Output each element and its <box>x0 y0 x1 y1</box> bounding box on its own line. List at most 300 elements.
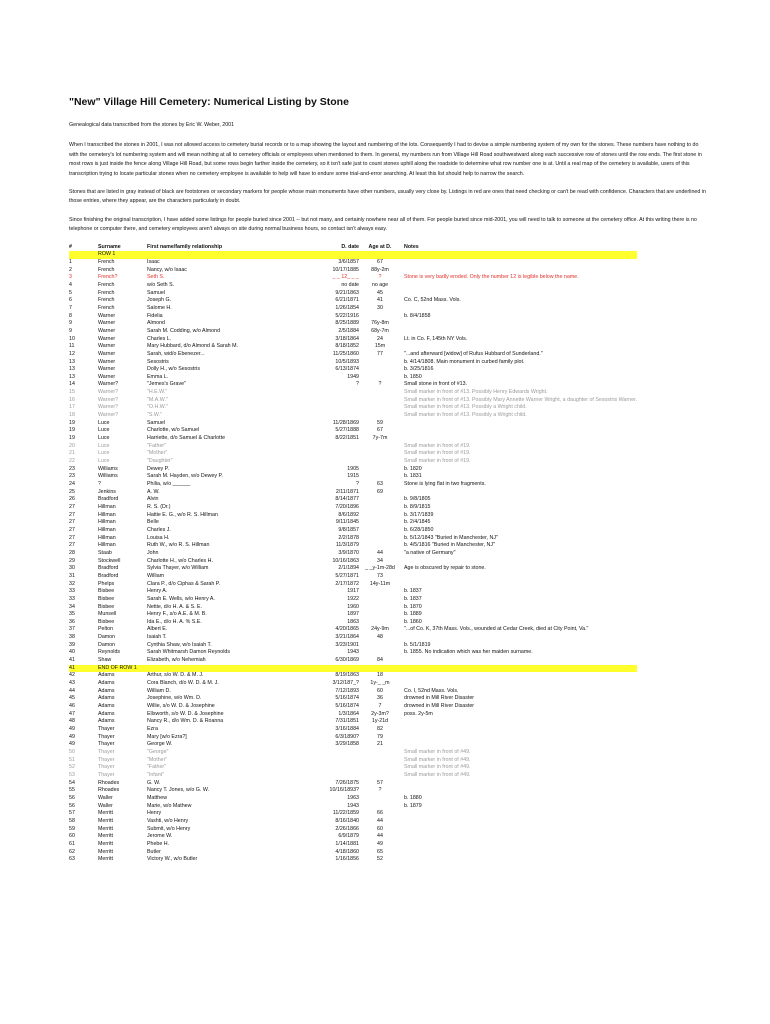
table-row <box>69 412 637 420</box>
cell-notes: b. 2/4/1845 <box>404 519 431 526</box>
table-row <box>69 764 637 772</box>
cell-notes: b. 4/14/1808. Main monument in curbed family plot. <box>404 358 525 365</box>
cell-number: 19 <box>69 427 75 434</box>
cell-first-name: Marie, w/o Mathew <box>147 802 192 809</box>
cell-surname: Hillman <box>98 519 116 526</box>
cell-notes <box>401 251 637 259</box>
cell-first-name: Phebe H. <box>147 840 170 847</box>
header-death-date: D. date <box>341 243 359 250</box>
cell-age <box>359 764 401 772</box>
cell-age <box>359 389 401 397</box>
cell-first-name: Samuel <box>147 419 165 426</box>
cell-number: 27 <box>69 526 75 533</box>
table-row <box>69 404 637 412</box>
cell-first-name: Sarah M. Hayden, w/o Dewey P. <box>147 473 223 480</box>
cell-age: 59 <box>377 419 383 426</box>
cell-age: 14y-11m <box>369 580 391 587</box>
listing-table <box>69 244 637 864</box>
table-row <box>69 619 637 627</box>
cell-notes: b. 3/25/1816 <box>404 366 434 373</box>
cell-notes <box>401 427 637 435</box>
table-row <box>69 397 637 405</box>
cell-age: 1y-21d <box>371 718 389 725</box>
cell-age: 60 <box>377 687 383 694</box>
cell-first-name: "Jemes's Grave" <box>147 381 186 388</box>
cell-surname: Bisbee <box>98 588 115 595</box>
cell-first-name: Henry A. <box>147 588 168 595</box>
table-row <box>69 672 637 680</box>
cell-surname: Staab <box>98 549 112 556</box>
cell-surname: Warner <box>98 350 116 357</box>
cell-number: 42 <box>69 672 75 679</box>
table-row <box>69 274 637 282</box>
cell-number: 57 <box>69 810 75 817</box>
cell-number: 61 <box>69 840 75 847</box>
cell-number: 32 <box>69 580 75 587</box>
subtitle: Genealogical data transcribed from the stones by Eric W. Weber, 2001 <box>69 122 235 128</box>
table-body <box>69 251 637 864</box>
cell-number: 55 <box>69 787 75 794</box>
cell-number: 11 <box>69 343 75 350</box>
cell-age <box>359 458 401 466</box>
cell-number: 35 <box>69 611 75 618</box>
cell-notes <box>401 810 637 818</box>
cell-death-date: 1863 <box>347 618 359 625</box>
cell-surname: Merritt <box>98 856 114 863</box>
cell-death-date: 2/2/1878 <box>338 534 359 541</box>
cell-age: 77 <box>377 350 383 357</box>
cell-age <box>359 466 401 474</box>
cell-death-date: 6/30/1869 <box>335 657 359 664</box>
cell-first-name: Ezra <box>147 726 158 732</box>
table-row <box>69 450 637 458</box>
table-row <box>69 359 637 367</box>
cell-notes: "...of Co. K, 37th Mass. Vols., wounded at Cedar Creek, died at City Point, Va." <box>404 626 589 633</box>
cell-number: 58 <box>69 817 75 824</box>
cell-age <box>359 397 401 405</box>
cell-age: 69 <box>377 488 383 495</box>
cell-surname: Bisbee <box>98 618 115 625</box>
cell-number: 28 <box>69 549 75 556</box>
cell-age: 18 <box>377 672 383 679</box>
cell-death-date: 8/14/1877 <box>335 496 359 503</box>
cell-first-name: George W. <box>147 741 173 748</box>
cell-number: 60 <box>69 833 75 840</box>
cell-death-date: 3/9/1870 <box>338 549 359 556</box>
cell-death-date: 3/29/1858 <box>335 741 359 748</box>
cell-death-date: 8/18/1852 <box>335 343 359 350</box>
table-row <box>69 810 637 818</box>
cell-age: ? <box>378 274 382 281</box>
cell-number: 9 <box>69 327 72 334</box>
header-surname: Surname <box>98 243 121 250</box>
cell-age: 30 <box>377 304 383 311</box>
cell-age <box>359 749 401 757</box>
cell-first-name: Sarah Whitmarsh Damon Reynolds <box>147 649 231 656</box>
cell-surname: Rhoades <box>98 779 120 786</box>
cell-number: 49 <box>69 733 75 740</box>
table-row <box>69 749 637 757</box>
table-row <box>69 718 637 726</box>
cell-first-name: Mary Hubbard, d/o Almond & Sarah M. <box>147 343 238 350</box>
table-row <box>69 512 637 520</box>
cell-surname: Thayer <box>98 756 115 763</box>
cell-number: 24 <box>69 481 75 487</box>
cell-death-date: 11/28/1869 <box>332 419 359 426</box>
cell-age <box>359 611 401 619</box>
cell-number: 41 <box>69 665 98 673</box>
cell-age: 63 <box>377 481 383 487</box>
cell-death-date: 1943 <box>347 802 359 809</box>
cell-age <box>359 795 401 803</box>
cell-number: 10 <box>69 335 75 342</box>
cell-surname: Warner? <box>98 389 119 396</box>
cell-death-date: 4/18/1860 <box>335 848 359 855</box>
cell-death-date: 9/11/1845 <box>335 519 359 526</box>
cell-age: 41 <box>377 297 383 304</box>
cell-surname: Warner <box>98 373 116 380</box>
intro-paragraph-2: Stones that are listed in gray instead of black are footstones or secondary markers for people whose main monuments have other numbers, usually very close by. Listings in red are ones that need checking or can't be read with confidence. Characters that are underlined in those entries, where they appear, are the characters particularly in doubt. <box>69 189 706 205</box>
cell-notes <box>401 290 637 298</box>
cell-death-date <box>295 404 359 412</box>
table-row <box>69 550 637 558</box>
table-row <box>69 259 637 267</box>
table-row <box>69 573 637 581</box>
cell-number: 23 <box>69 473 75 480</box>
cell-first-name: Hattie E. G., w/o R. S. Hillman <box>147 511 218 518</box>
cell-death-date: no date <box>341 281 359 288</box>
cell-death-date: 1/16/1856 <box>335 856 359 863</box>
table-row <box>69 803 637 811</box>
cell-death-date: 8/16/1840 <box>335 817 359 824</box>
cell-number: 29 <box>69 557 75 564</box>
cell-number: 43 <box>69 680 75 687</box>
cell-death-date: 11/25/1860 <box>332 350 359 357</box>
cell-first-name: Joseph G. <box>147 297 172 304</box>
cell-first-name: "H.E.W." <box>147 389 168 396</box>
table-row <box>69 596 637 604</box>
cell-notes: b. 9/8/1805 <box>404 496 431 503</box>
table-row <box>69 558 637 566</box>
cell-surname: Thayer <box>98 771 115 778</box>
table-row <box>69 374 637 382</box>
cell-number: 13 <box>69 358 75 365</box>
cell-number: 20 <box>69 442 75 449</box>
cell-surname: Merritt <box>98 833 114 840</box>
cell-number: 47 <box>69 710 75 717</box>
table-row <box>69 581 637 589</box>
cell-surname: Warner <box>98 312 116 319</box>
cell-death-date: 5/22/1916 <box>335 312 359 319</box>
cell-surname: Thayer <box>98 726 115 732</box>
table-row <box>69 305 637 313</box>
cell-first-name: "Mother" <box>147 756 168 763</box>
cell-surname: Bradford <box>98 496 119 503</box>
cell-notes: Small marker in front of #49. <box>404 756 471 763</box>
cell-first-name: Charles J. <box>147 526 171 533</box>
cell-first-name: William <box>147 572 165 579</box>
table-row <box>69 565 637 573</box>
table-row <box>69 711 637 719</box>
table-row <box>69 443 637 451</box>
cell-notes: Small marker in front of #49. <box>404 764 471 771</box>
cell-age <box>359 619 401 627</box>
cell-number: 49 <box>69 741 75 748</box>
cell-death-date: 6/21/1871 <box>335 297 359 304</box>
cell-notes: Small marker in front of #49. <box>404 748 471 755</box>
cell-notes <box>401 672 637 680</box>
cell-age: 21 <box>377 741 383 748</box>
cell-surname: Adams <box>98 703 115 710</box>
cell-death-date: 6/13/1874 <box>335 366 359 373</box>
table-row <box>69 489 637 497</box>
cell-death-date <box>295 251 359 259</box>
cell-age: _ _y-1m-28d <box>365 565 395 572</box>
cell-notes: drowned in Mill River Disaster <box>404 703 475 710</box>
cell-notes: Stone is very badly eroded. Only the number 12 is legible below the name. <box>404 274 579 281</box>
cell-number: 12 <box>69 350 75 357</box>
cell-notes: b. 1820 <box>404 465 422 472</box>
cell-notes: b. 1870 <box>404 603 422 610</box>
cell-surname: Hillman <box>98 542 116 549</box>
cell-age: 52 <box>377 856 383 863</box>
cell-age: 45 <box>377 289 383 296</box>
cell-age <box>359 757 401 765</box>
cell-surname: Damon <box>98 634 116 641</box>
cell-number: 14 <box>69 381 75 388</box>
table-row <box>69 642 637 650</box>
cell-notes <box>401 734 637 742</box>
cell-age: 7y-7m <box>372 435 388 442</box>
cell-death-date <box>295 458 359 466</box>
cell-number: 46 <box>69 703 75 710</box>
cell-notes <box>401 680 637 688</box>
cell-first-name: Sarah, wid/o Ebenezer... <box>147 350 205 357</box>
table-row <box>69 351 637 359</box>
cell-surname: ROW 1 <box>98 251 147 259</box>
cell-surname: ? <box>98 481 101 487</box>
cell-surname: Merritt <box>98 810 114 817</box>
table-row <box>69 496 637 504</box>
cell-notes: b. 1860 <box>404 618 422 625</box>
cell-notes <box>401 328 637 336</box>
cell-death-date: 1960 <box>347 603 359 610</box>
row-section-marker <box>69 665 637 673</box>
cell-first-name: Belle <box>147 519 159 526</box>
cell-first-name: Victory W., w/o Butler <box>147 856 198 863</box>
cell-first-name: Philia, w/o ______ <box>147 481 191 487</box>
cell-age <box>359 665 401 673</box>
cell-age <box>359 649 401 657</box>
row-section-marker <box>69 251 637 259</box>
cell-first-name: Isaiah T. <box>147 634 167 641</box>
cell-surname: Adams <box>98 710 115 717</box>
cell-age: 67 <box>377 258 383 265</box>
table-row <box>69 818 637 826</box>
cell-notes: Small marker in front of #19. <box>404 458 471 465</box>
cell-death-date <box>295 772 359 780</box>
cell-first-name: Henry F., s/o A.E. & M. B. <box>147 611 207 618</box>
cell-surname: French <box>98 297 115 304</box>
cell-number: 48 <box>69 718 75 725</box>
cell-number: 54 <box>69 779 75 786</box>
cell-surname: Thayer <box>98 764 115 771</box>
cell-age <box>359 359 401 367</box>
table-row <box>69 282 637 290</box>
cell-death-date <box>295 749 359 757</box>
cell-surname: Rhoades <box>98 787 120 794</box>
cell-first-name: Cora Blanch, d/o W. D. & M. J. <box>147 680 219 687</box>
cell-notes: Small marker in front of #13. Possibly Henry Edwards Wright. <box>404 389 548 396</box>
table-row <box>69 481 637 489</box>
cell-age: 65 <box>377 848 383 855</box>
cell-number: 33 <box>69 588 75 595</box>
document <box>69 96 709 864</box>
cell-surname: French <box>98 304 115 311</box>
cell-number: 30 <box>69 565 75 572</box>
cell-notes: b. 5/12/1843 "Buried in Manchester, NJ" <box>404 534 498 541</box>
cell-number: 21 <box>69 450 75 457</box>
cell-number: 45 <box>69 695 75 702</box>
table-row <box>69 649 637 657</box>
cell-surname: Thayer <box>98 741 115 748</box>
table-row <box>69 519 637 527</box>
cell-number: 26 <box>69 496 75 503</box>
cell-death-date: 10/16/1893? <box>329 787 359 794</box>
cell-surname: Williams <box>98 473 118 480</box>
cell-notes <box>401 657 637 665</box>
cell-notes: Small marker in front of #19. <box>404 450 471 457</box>
cell-first-name: "Infant" <box>147 771 165 778</box>
cell-first-name: G. W. <box>147 779 161 786</box>
cell-number: 25 <box>69 488 75 495</box>
table-header-row <box>69 244 637 252</box>
cell-death-date: 1922 <box>347 595 359 602</box>
cell-first-name: Jerome W. <box>147 833 173 840</box>
cell-age: 44 <box>377 549 383 556</box>
cell-notes: Age is obscured by repair to stone. <box>404 565 486 572</box>
cell-surname: Luce <box>98 427 110 434</box>
cell-surname: French <box>98 266 115 273</box>
cell-notes <box>401 634 637 642</box>
cell-notes <box>401 741 637 749</box>
cell-number: 13 <box>69 366 75 373</box>
cell-notes <box>401 282 637 290</box>
cell-first-name: Ruth W., w/o R. S. Hillman <box>147 542 210 549</box>
table-row <box>69 389 637 397</box>
cell-death-date: 4/20/1865 <box>335 626 359 633</box>
cell-notes: Co. C, 52nd Mass. Vols. <box>404 297 461 304</box>
cell-first-name: Mary [w/o Ezra?] <box>147 733 187 740</box>
cell-notes: poss. 2y-5m <box>404 710 433 717</box>
cell-first-name: Vashti, w/o Henry <box>147 817 189 824</box>
cell-surname: Reynolds <box>98 649 121 656</box>
cell-number: 27 <box>69 503 75 510</box>
cell-first-name: Arthur, s/o W. D. & M. J. <box>147 672 204 679</box>
cell-age: 60 <box>377 825 383 832</box>
cell-death-date: 2/26/1866 <box>335 825 359 832</box>
table-row <box>69 741 637 749</box>
cell-first-name: Submit, w/o Henry <box>147 825 191 832</box>
cell-death-date: 3/12/187_? <box>332 680 359 687</box>
cell-first-name: Seth S. <box>147 274 165 281</box>
cell-surname: French <box>98 281 115 288</box>
cell-surname: Phelps <box>98 580 115 587</box>
cell-age: 67 <box>377 427 383 434</box>
cell-notes: b. 1831 <box>404 473 422 480</box>
cell-first-name: Sarah E. Wells, w/o Henry A. <box>147 595 215 602</box>
table-row <box>69 734 637 742</box>
cell-death-date: 9/21/1863 <box>335 289 359 296</box>
cell-death-date: 3/16/1884 <box>335 726 359 732</box>
table-row <box>69 787 637 795</box>
cell-age <box>359 642 401 650</box>
table-row <box>69 297 637 305</box>
cell-number: 27 <box>69 534 75 541</box>
cell-age: 44 <box>377 833 383 840</box>
cell-surname: Williams <box>98 465 118 472</box>
cell-surname: French? <box>98 274 118 281</box>
cell-first-name: "Mother" <box>147 450 168 457</box>
cell-notes <box>401 826 637 834</box>
table-row <box>69 634 637 642</box>
cell-first-name: w/o Seth S. <box>147 281 175 288</box>
cell-first-name: Charlotte, w/o Samuel <box>147 427 200 434</box>
intro-paragraph-1: When I transcribed the stones in 2001, I was not allowed access to cemetery burial records or to a map showing the layout and numbering of the lots. Consequently I had to devise a simple numbering system of my own for the stones. These numbers have nothing to do with the cemetery's lot numbering system and will mean nothing at all to cemetery officials or employees when mentioned to them. In general, my numbers run from Village Hill Road southwestward along each successive row of stones until the row ends. The first stone in most rows is just inside the fence along Village Hill Road, but some rows begin farther inside the cemetery, so it isn't safe just to count stones uphill along the roadside to determine what row number one is at. Until a real map of the cemetery is available, users of this transcription trying to locate particular stones when no cemetery employee is available to help will have to endure some trial-and-error searching. At least this list should help to narrow the search. <box>69 142 702 177</box>
cell-first-name: Sarah M. Codding, w/o Almond <box>147 327 221 334</box>
table-row <box>69 267 637 275</box>
cell-age: 34 <box>377 557 383 564</box>
cell-notes: Small marker in front of #49. <box>404 771 471 778</box>
cell-age <box>359 535 401 543</box>
cell-surname: Merritt <box>98 825 114 832</box>
cell-death-date: 2/5/1884 <box>338 327 359 334</box>
cell-death-date: 1/26/1854 <box>335 304 359 311</box>
cell-first-name: Salome H. <box>147 304 172 311</box>
cell-death-date: 1917 <box>347 588 359 595</box>
cell-age <box>359 542 401 550</box>
cell-death-date: 6/9/1879 <box>338 833 359 840</box>
cell-first-name: John <box>147 549 159 556</box>
cell-age: 24 <box>377 335 383 342</box>
table-row <box>69 780 637 788</box>
table-row <box>69 849 637 857</box>
cell-surname: Bisbee <box>98 595 115 602</box>
cell-age: 2y-3m? <box>371 710 389 717</box>
cell-first-name: Nancy, w/o Isaac <box>147 266 187 273</box>
cell-death-date: 8/22/1851 <box>335 435 359 442</box>
cell-age <box>359 604 401 612</box>
table-row <box>69 290 637 298</box>
cell-number: 6 <box>69 297 72 304</box>
cell-surname: Warner <box>98 335 116 342</box>
cell-surname: Warner <box>98 320 116 327</box>
cell-number: 18 <box>69 412 75 419</box>
cell-age: 82 <box>377 726 383 732</box>
cell-notes: b. 1879 <box>404 802 422 809</box>
table-row <box>69 420 637 428</box>
cell-notes <box>401 573 637 581</box>
table-row <box>69 336 637 344</box>
cell-surname: Warner <box>98 366 116 373</box>
cell-death-date: 7/26/1875 <box>335 779 359 786</box>
cell-first-name: Isaac <box>147 258 160 265</box>
table-row <box>69 527 637 535</box>
cell-notes: b. 4/5/1816 "Buried in Manchester, NJ" <box>404 542 495 549</box>
cell-surname: Hillman <box>98 511 116 518</box>
cell-number: 38 <box>69 634 75 641</box>
cell-notes <box>401 718 637 726</box>
